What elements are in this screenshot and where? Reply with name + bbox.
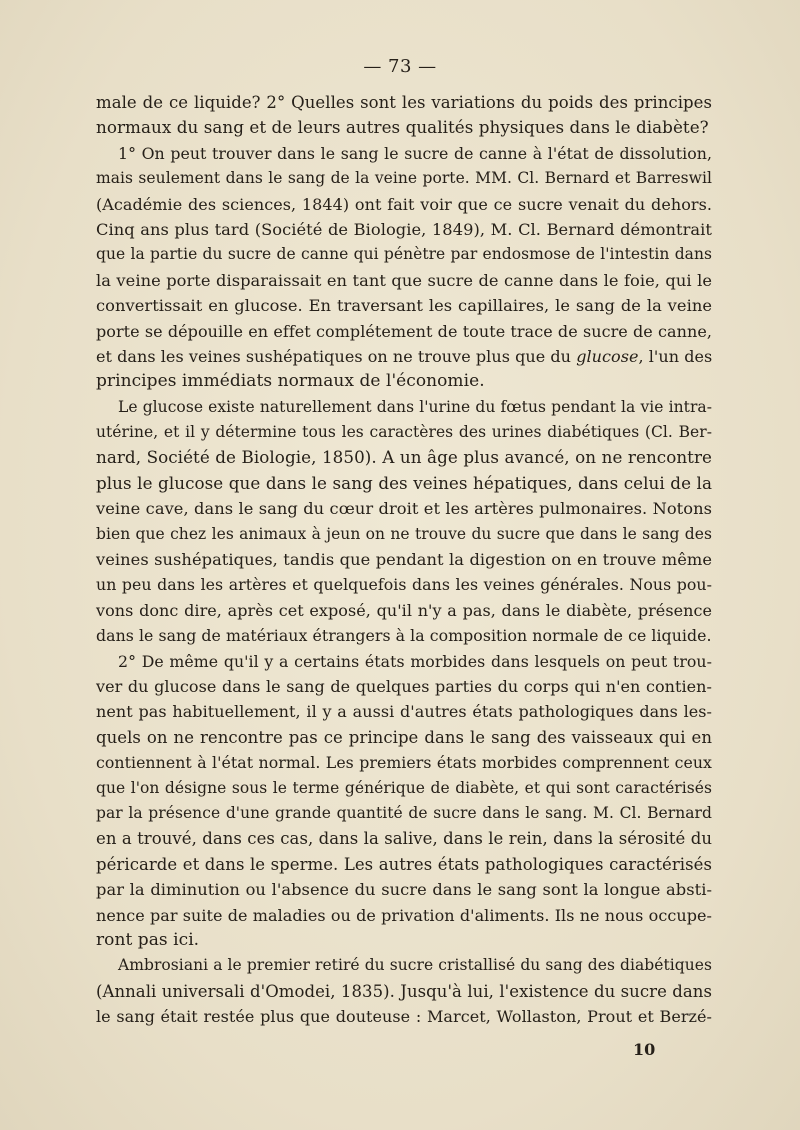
text-line: plus le glucose que dans le sang des veines hépatiques, dans celui de la (96, 472, 712, 493)
text-line: principes immédiats normaux de l'économie. (96, 371, 485, 392)
text-line: convertissait en glucose. En traversant les capillaires, le sang de la veine (96, 296, 712, 316)
text-line: le sang était restée plus que douteuse : Marcet, Wollaston, Prout et Berzé- (96, 1007, 712, 1027)
text-line: 1° On peut trouver dans le sang le sucre de canne à l'état de dissolution, (118, 143, 712, 163)
text-line: Cinq ans plus tard (Société de Biologie, 1849), M. Cl. Bernard démontrait (96, 219, 712, 239)
text-line: male de ce liquide? 2° Quelles sont les variations du poids des principes (96, 93, 712, 112)
text-line: mais seulement dans le sang de la veine porte. MM. Cl. Bernard et Barreswil (96, 169, 712, 188)
text-line: un peu dans les artères et quelquefois dans les veines générales. Nous pou- (96, 575, 712, 595)
text-line: par la diminution ou l'absence du sucre dans le sang sont la longue absti- (96, 880, 712, 900)
text-line: 2° De même qu'il y a certains états morbides dans lesquels on peut trou- (118, 651, 712, 671)
text-line: veines sushépatiques, tandis que pendant la digestion on en trouve même (96, 550, 712, 570)
text-line: bien que chez les animaux à jeun on ne trouve du sucre que dans le sang des (96, 524, 712, 543)
text-line: (Académie des sciences, 1844) ont fait voir que ce sucre venait du dehors. (96, 194, 712, 214)
text-line: nent pas habituellement, il y a aussi d'autres états pathologiques dans les- (96, 702, 712, 722)
text-line: contiennent à l'état normal. Les premiers états morbides comprennent ceux (96, 753, 712, 773)
text-line: porte se dépouille en effet complétement de toute trace de sucre de canne, (96, 321, 712, 341)
text-line: quels on ne rencontre pas ce principe dans le sang des vaisseaux qui en (96, 727, 712, 747)
page-number: — 73 — (363, 56, 437, 77)
text-line: et dans les veines sushépatiques on ne trouve plus que du glucose, l'un des (96, 346, 713, 366)
text-line: normaux du sang et de leurs autres qualités physiques dans le diabète? (96, 117, 709, 138)
text-line: dans le sang de matériaux étrangers à la composition normale de ce liquide. (96, 626, 712, 646)
text-line: (Annali universali d'Omodei, 1835). Jusqu'à lui, l'existence du sucre dans (96, 981, 712, 1001)
text-line: nence par suite de maladies ou de privation d'aliments. Ils ne nous occupe- (96, 905, 712, 925)
text-line: en a trouvé, dans ces cas, dans la salive, dans le rein, dans la sérosité du (96, 829, 712, 849)
text-line: Ambrosiani a le premier retiré du sucre cristallisé du sang des diabétiques (118, 956, 712, 975)
text-line: nard, Société de Biologie, 1850). A un âge plus avancé, on ne rencontre (96, 447, 712, 468)
text-line: veine cave, dans le sang du cœur droit et les artères pulmonaires. Notons (96, 499, 712, 519)
text-line: utérine, et il y détermine tous les caractères des urines diabétiques (Cl. Ber- (96, 423, 712, 442)
text-line: par la présence d'une grande quantité de sucre dans le sang. M. Cl. Bernard (96, 803, 712, 822)
text-line: ront pas ici. (96, 929, 200, 950)
text-line: que la partie du sucre de canne qui pénètre par endosmose de l'intestin dans (96, 245, 712, 264)
text-line: la veine porte disparaissait en tant que sucre de canne dans le foie, qui le (96, 270, 712, 290)
text-line: ver du glucose dans le sang de quelques parties du corps qui n'en contien- (96, 676, 712, 696)
text-line: que l'on désigne sous le terme générique de diabète, et qui sont caractérisés (96, 778, 712, 797)
signature-mark: 10 (633, 1040, 656, 1059)
text-line: Le glucose existe naturellement dans l'urine du fœtus pendant la vie intra- (118, 397, 712, 416)
text-line: péricarde et dans le sperme. Les autres états pathologiques caractérisés (96, 854, 712, 874)
body-text (96, 90, 712, 1029)
text-line: vons donc dire, après cet exposé, qu'il n'y a pas, dans le diabète, présence (96, 600, 712, 620)
